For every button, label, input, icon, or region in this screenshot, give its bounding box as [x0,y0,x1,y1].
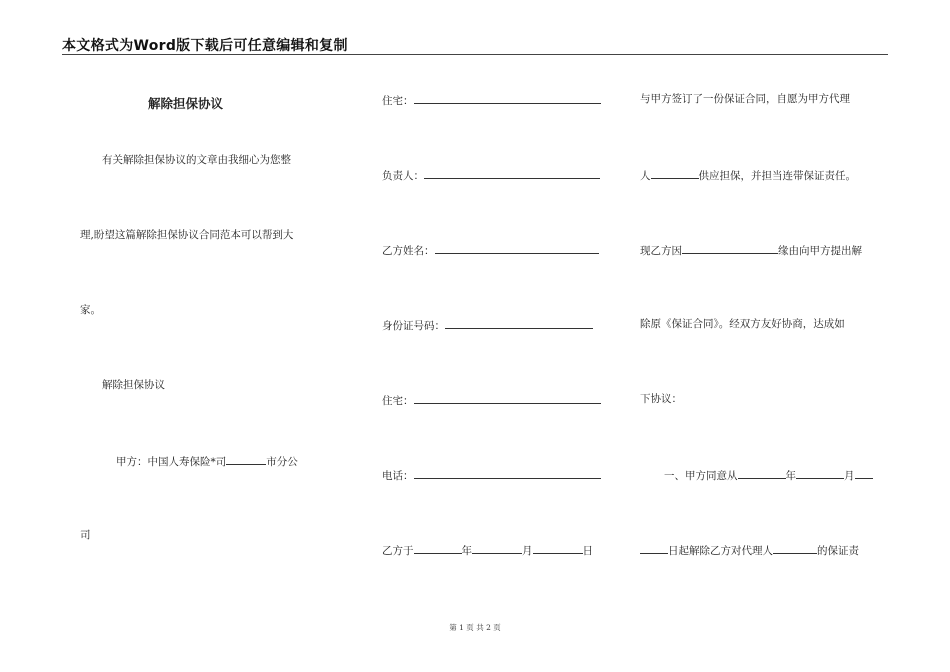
responsible-label: 负责人： [382,170,424,182]
reason-blank [682,242,778,254]
banner-text: 本文格式为Word版下载后可任意编辑和复制 [62,38,348,54]
address-2-label: 住宅： [382,395,414,407]
col3-line-2 [640,167,856,183]
party-a-suffix: 市分公 [266,456,298,468]
clause-day-blank-end [640,542,668,554]
address-1-blank [414,92,601,104]
address-1-field [382,92,601,108]
col3-line-3 [640,242,862,258]
clause-1-line [664,467,873,483]
id-number-label: 身份证号码： [382,320,445,332]
date-field [382,542,593,558]
party-b-name-field [382,242,599,258]
clause-1-prefix: 一、甲方同意从 [664,470,738,482]
clause-year-blank [738,467,786,479]
party-a-line [116,453,298,469]
party-b-name-blank [435,242,599,254]
clause-day-blank-start [855,467,873,479]
day-blank [533,542,583,554]
address-1-label: 住宅： [382,95,414,107]
col3-line-3-suffix: 缘由向甲方提出解 [778,245,862,257]
page-footer: 第 1 页 共 2 页 [449,623,501,632]
col3-line-2-prefix: 人 [640,170,651,182]
address-2-blank [414,392,601,404]
clause-month-label: 月 [844,470,855,482]
year-label: 年 [461,545,472,557]
intro-line-3: 家。 [80,304,101,316]
intro-line-2: 理,盼望这篇解除担保协议合同范本可以帮到大 [80,229,294,241]
col3-line-2-suffix: 供应担保，并担当连带保证责任。 [698,170,856,182]
agent-name-blank [773,542,817,554]
col3-line-5: 下协议： [640,393,682,405]
year-blank [414,542,462,554]
party-b-name-label: 乙方姓名： [382,245,435,257]
col3-line-7 [640,542,859,558]
id-number-blank [445,317,593,329]
document-title: 解除担保协议 [148,96,224,111]
col3-line-7-suffix: 的保证责 [817,545,859,557]
clause-month-blank [796,467,844,479]
party-a-prefix: 甲方：中国人寿保险*司 [116,456,227,468]
intro-line-1: 有关解除担保协议的文章由我细心为您整 [102,154,291,166]
col3-line-3-prefix: 现乙方因 [640,245,682,257]
agreement-subtitle: 解除担保协议 [102,379,165,391]
date-prefix: 乙方于 [382,545,414,557]
phone-blank [414,467,601,479]
id-number-field [382,317,593,333]
phone-field [382,467,601,483]
month-label: 月 [522,545,533,557]
responsible-blank [424,167,600,179]
responsible-field [382,167,600,183]
address-2-field [382,392,601,408]
clause-year-label: 年 [785,470,796,482]
month-blank [472,542,522,554]
agent-blank [651,167,699,179]
blank-city [226,453,266,465]
phone-label: 电话： [382,470,414,482]
col3-line-1: 与甲方签订了一份保证合同，自愿为甲方代理 [640,93,850,105]
col3-line-7-day: 日起解除乙方对代理人 [668,545,773,557]
day-label: 日 [582,545,593,557]
party-a-line-2: 司 [80,529,91,541]
document-banner [62,34,888,55]
col3-line-4: 除原《保证合同》。经双方友好协商，达成如 [640,318,845,330]
